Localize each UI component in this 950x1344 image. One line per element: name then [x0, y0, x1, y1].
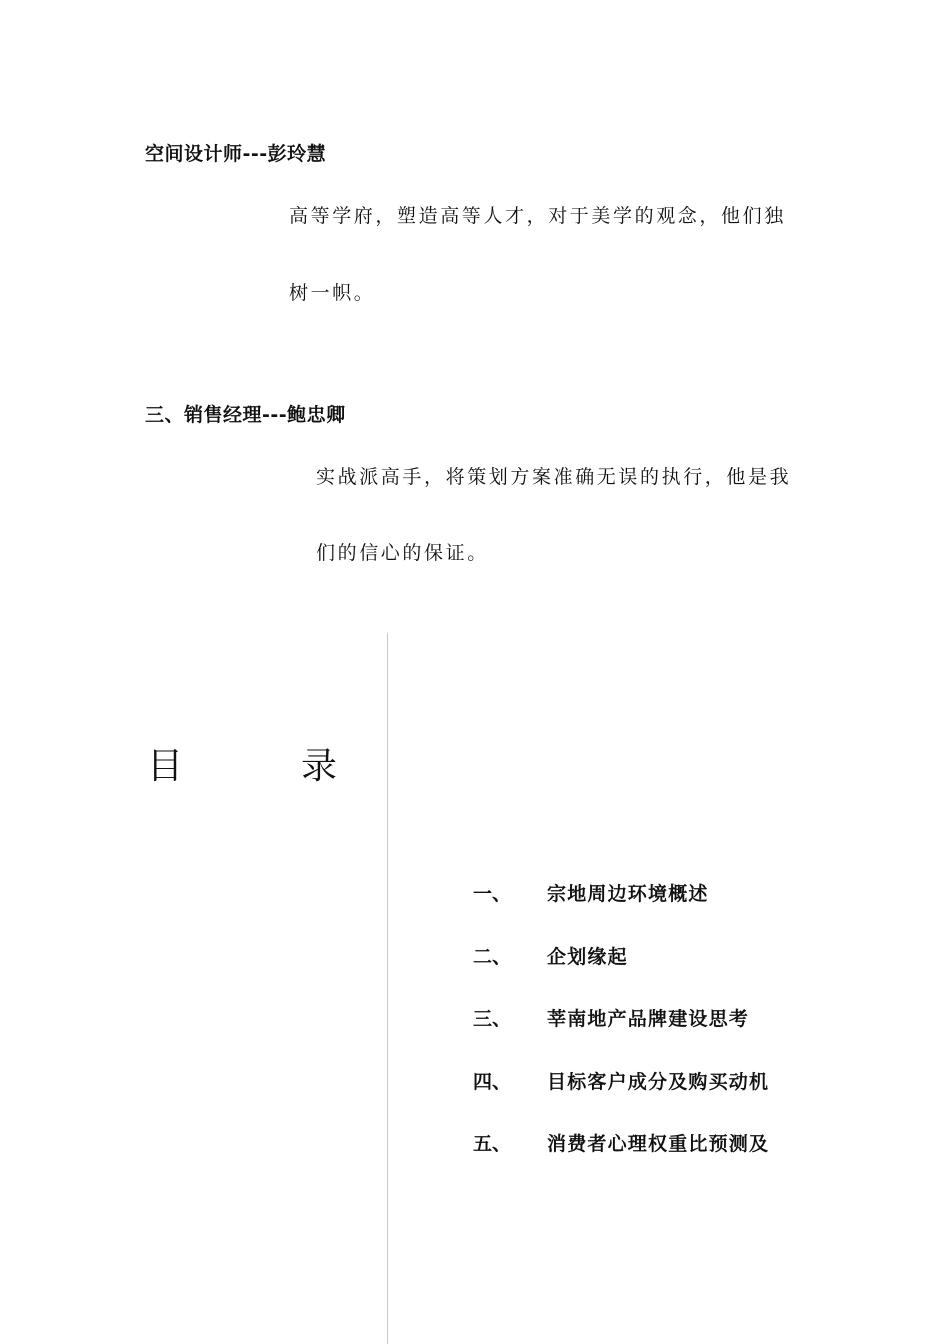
toc-item-text: 宗地周边环境概述 [547, 883, 709, 905]
toc-title-char-right: 录 [301, 746, 338, 787]
section-heading-sales-manager: 三、销售经理---鲍忠卿 [145, 404, 346, 426]
toc-title-char-left: 目 [147, 746, 184, 787]
toc-item-number: 三、 [473, 1008, 512, 1030]
section-paragraph-line: 树一帜。 [289, 282, 376, 304]
vertical-divider [387, 633, 388, 1344]
toc-item-number: 五、 [473, 1133, 512, 1155]
section-heading-designer: 空间设计师---彭玲慧 [145, 143, 327, 165]
toc-item-number: 一、 [473, 883, 512, 905]
toc-item-text: 消费者心理权重比预测及 [547, 1133, 770, 1155]
toc-item-text: 企划缘起 [547, 946, 628, 968]
section-paragraph-line: 高等学府，塑造高等人才，对于美学的观念，他们独 [289, 205, 786, 227]
section-paragraph-line: 们的信心的保证。 [316, 542, 489, 564]
section-paragraph-line: 实战派高手，将策划方案准确无误的执行，他是我 [316, 466, 792, 488]
toc-item-text: 莘南地产品牌建设思考 [547, 1008, 750, 1030]
toc-item-number: 四、 [473, 1071, 512, 1093]
toc-item-number: 二、 [473, 946, 512, 968]
toc-item-text: 目标客户成分及购买动机 [547, 1071, 770, 1093]
